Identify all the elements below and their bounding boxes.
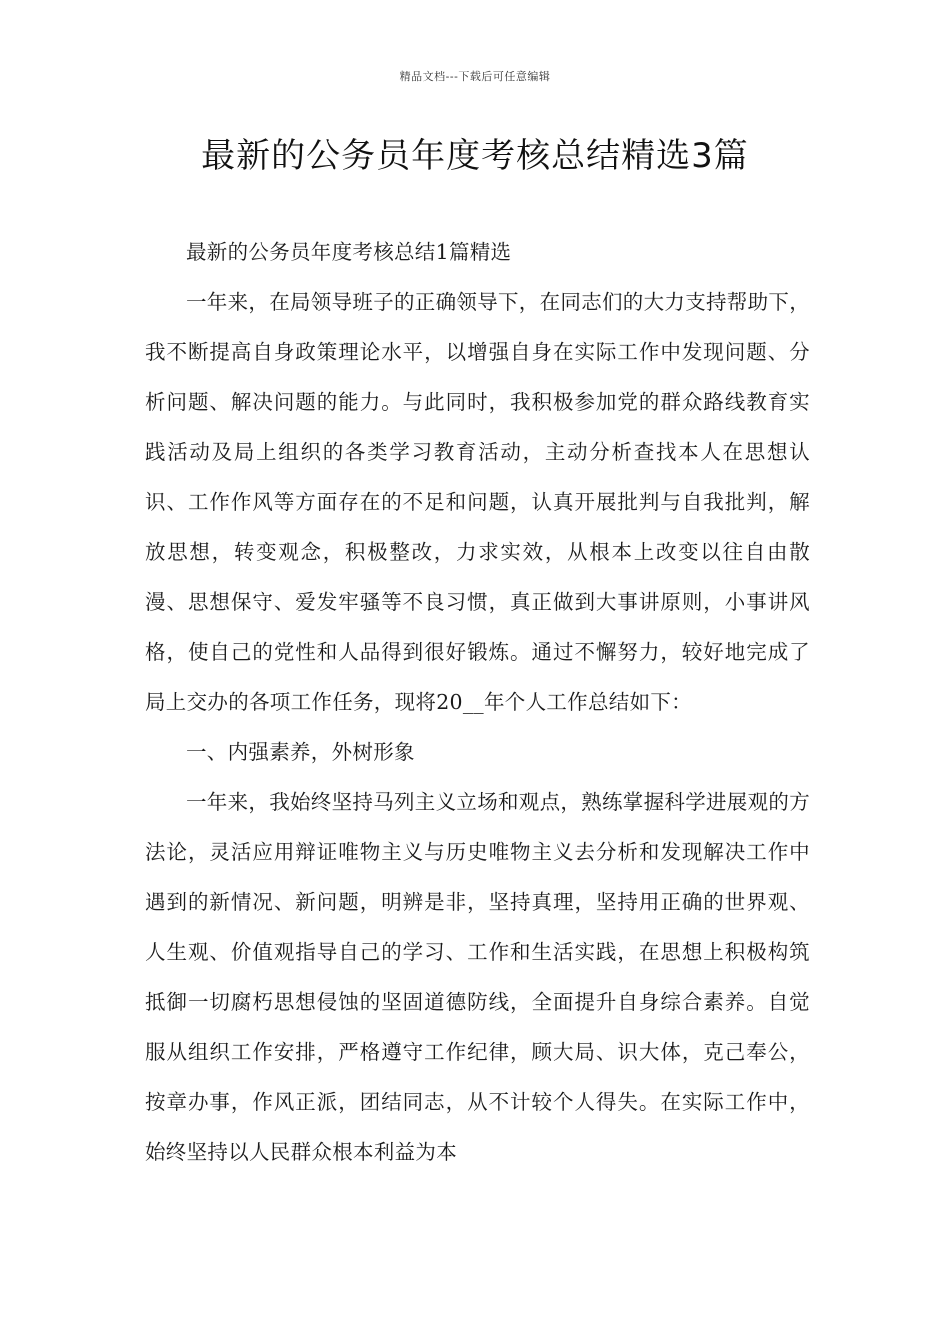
document-body	[145, 227, 810, 1177]
body-paragraph: 一年来，我始终坚持马列主义立场和观点，熟练掌握科学进展观的方法论，灵活应用辩证唯物主义与历史唯物主义去分析和发现解决工作中遇到的新情况、新问题，明辨是非，坚持真理，坚持用正确的世界观、人生观、价值观指导自己的学习、工作和生活实践，在思想上积极构筑抵御一切腐朽思想侵蚀的坚固道德防线，全面提升自身综合素养。自觉服从组织工作安排，严格遵守工作纪律，顾大局、识大体，克己奉公，按章办事，作风正派，团结同志，从不计较个人得失。在实际工作中，始终坚持以人民群众根本利益为本	[145, 790, 810, 1164]
subtitle-paragraph: 最新的公务员年度考核总结1篇精选	[186, 240, 512, 264]
body-paragraph: 一年来，在局领导班子的正确领导下，在同志们的大力支持帮助下，我不断提高自身政策理论水平，以增强自身在实际工作中发现问题、分析问题、解决问题的能力。与此同时，我积极参加党的群众路线教育实践活动及局上组织的各类学习教育活动，主动分析查找本人在思想认识、工作作风等方面存在的不足和问题，认真开展批判与自我批判，解放思想，转变观念，积极整改，力求实效，从根本上改变以往自由散漫、思想保守、爱发牢骚等不良习惯，真正做到大事讲原则，小事讲风格，使自己的党性和人品得到很好锻炼。通过不懈努力，较好地完成了局上交办的各项工作任务，现将20__年个人工作总结如下：	[145, 290, 810, 714]
section-heading: 一、内强素养，外树形象	[186, 740, 415, 764]
header-note: 精品文档---下载后可任意编辑	[399, 70, 551, 83]
document-title: 最新的公务员年度考核总结精选3篇	[201, 136, 749, 176]
